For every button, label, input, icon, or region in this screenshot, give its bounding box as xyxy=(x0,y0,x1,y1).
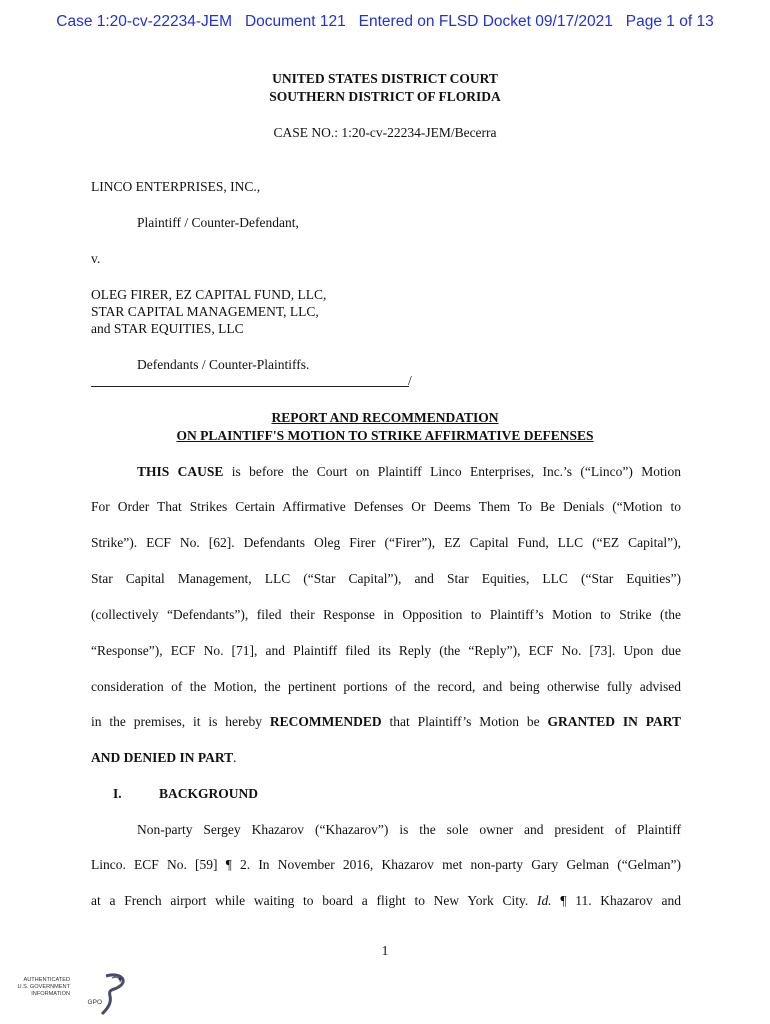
caption-divider xyxy=(91,378,409,387)
docket-entry: Entered on FLSD Docket 09/17/2021 xyxy=(358,13,613,30)
recommended: RECOMMENDED xyxy=(269,714,382,729)
denied-in-part: AND DENIED IN PART xyxy=(91,750,234,765)
defendants-line-2: STAR CAPITAL MANAGEMENT, LLC, xyxy=(91,304,319,319)
svg-text:GPO: GPO xyxy=(87,999,102,1006)
gpo-eagle-icon xyxy=(17,972,140,1018)
para1-line2: For Order That Strikes Certain Affirmative Defenses Or Deems Them To Be Denials (“Motion to xyxy=(91,499,681,514)
page-count: Page 1 of 13 xyxy=(625,13,714,30)
svg-text:U.S. GOVERNMENT: U.S. GOVERNMENT xyxy=(17,984,70,990)
caption-slash: / xyxy=(408,373,412,388)
case-number-header: Case 1:20-cv-22234-JEM xyxy=(56,13,233,30)
report-subtitle: ON PLAINTIFF'S MOTION TO STRIKE AFFIRMATIVE DEFENSES xyxy=(176,428,594,443)
para1-line4: Star Capital Management, LLC (“Star Capital”), and Star Equities, LLC (“Star Equities”) xyxy=(91,571,681,586)
para1-line7: consideration of the Motion, the pertinent portions of the record, and being otherwise fully advised xyxy=(91,679,681,694)
para1-line5: (collectively “Defendants”), filed their Response in Opposition to Plaintiff’s Motion to Strike (the xyxy=(91,607,681,622)
para1-line8: in the premises, it is hereby RECOMMENDED that Plaintiff’s Motion be GRANTED IN PART xyxy=(91,714,681,729)
docket-header xyxy=(0,13,770,31)
gpo-authentication-seal xyxy=(17,972,140,1018)
para2-line1: Non-party Sergey Khazarov (“Khazarov”) is the sole owner and president of Plaintiff xyxy=(137,822,681,837)
versus: v. xyxy=(91,251,101,266)
para1-line1: THIS CAUSE is before the Court on Plaintiff Linco Enterprises, Inc.’s (“Linco”) Motion xyxy=(137,464,681,479)
para2-line3: at a French airport while waiting to board a flight to New York City. Id. ¶ 11. Khazarov and xyxy=(91,893,681,908)
section-heading: BACKGROUND xyxy=(159,786,259,801)
court-district: SOUTHERN DISTRICT OF FLORIDA xyxy=(269,89,501,104)
case-number: CASE NO.: 1:20-cv-22234-JEM/Becerra xyxy=(273,125,497,140)
para2-line2: Linco. ECF No. [59] ¶ 2. In November 2016, Khazarov met non-party Gary Gelman (“Gelman”) xyxy=(91,857,681,872)
defendants-line-3: and STAR EQUITIES, LLC xyxy=(91,321,244,336)
para1-line9: AND DENIED IN PART. xyxy=(91,750,237,765)
defendants-line-1: OLEG FIRER, EZ CAPITAL FUND, LLC, xyxy=(91,287,327,302)
defendants-role: Defendants / Counter-Plaintiffs. xyxy=(137,357,310,372)
document-number: Document 121 xyxy=(244,13,346,30)
plaintiff-role: Plaintiff / Counter-Defendant, xyxy=(137,215,299,230)
page-number: 1 xyxy=(381,943,389,958)
para1-line6: “Response”), ECF No. [71], and Plaintiff filed its Reply (the “Reply”), ECF No. [73]. Upon due xyxy=(91,643,681,658)
plaintiff-name: LINCO ENTERPRISES, INC., xyxy=(91,179,261,194)
id-cite: Id. xyxy=(537,893,552,908)
this-cause: THIS CAUSE xyxy=(137,464,224,479)
section-number: I. xyxy=(113,786,122,801)
report-title: REPORT AND RECOMMENDATION xyxy=(271,410,499,425)
svg-text:AUTHENTICATED: AUTHENTICATED xyxy=(23,977,70,983)
svg-text:INFORMATION: INFORMATION xyxy=(31,991,70,997)
granted-in-part: GRANTED IN PART xyxy=(547,714,681,729)
court-name: UNITED STATES DISTRICT COURT xyxy=(272,71,498,86)
para1-line3: Strike”). ECF No. [62]. Defendants Oleg Firer (“Firer”), EZ Capital Fund, LLC (“EZ Capital”), xyxy=(91,535,681,550)
